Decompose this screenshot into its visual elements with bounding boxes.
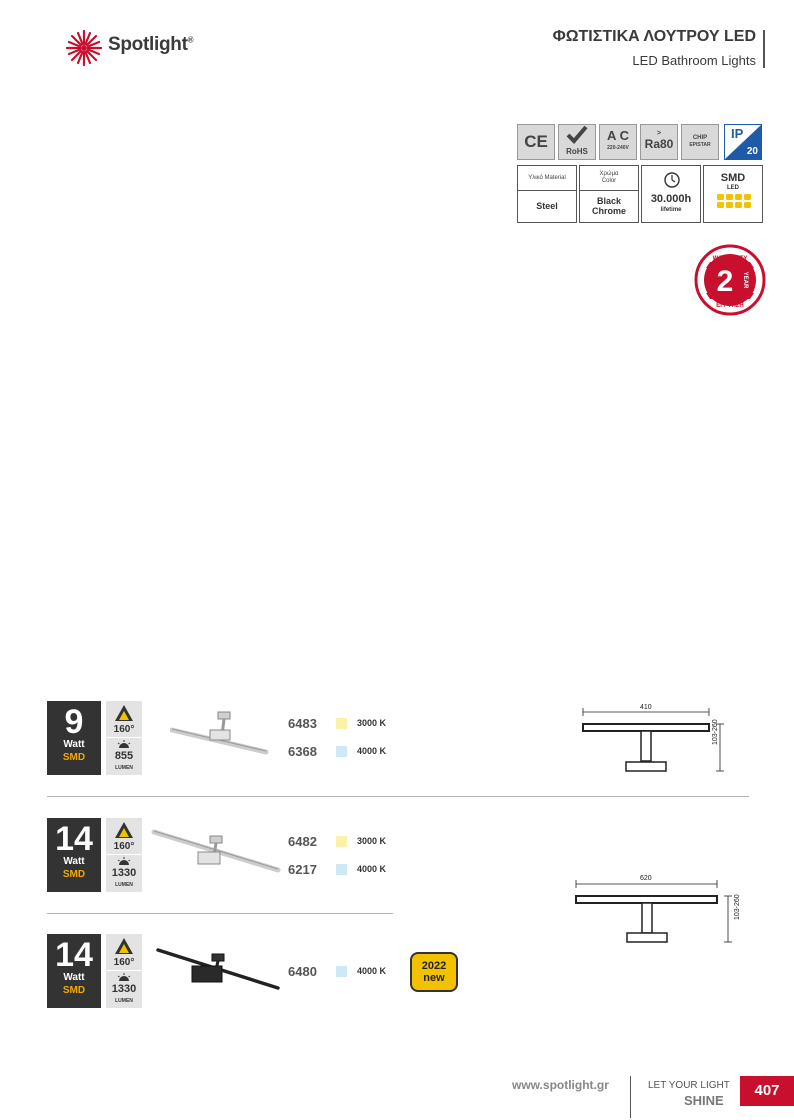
new-badge-year: 2022: [421, 960, 447, 972]
ac-label: A C: [607, 128, 629, 143]
cri-icon: [640, 124, 678, 160]
led-type-label: SMD: [62, 985, 86, 996]
led-label: LED: [727, 185, 739, 191]
ra-prefix: >: [656, 130, 662, 137]
dimension-width: 620: [640, 875, 652, 882]
page-title: ΦΩΤΙΣΤΙΚΑ ΛΟΥΤΡΟΥ LED: [552, 28, 756, 45]
dimension-drawing-620: [572, 870, 750, 950]
lumen-label: LUMEN: [115, 765, 133, 771]
dimension-width: 410: [640, 704, 652, 711]
lumen-rays-icon: [117, 857, 131, 865]
spec-block: [106, 701, 142, 775]
lumen-value: 1330: [111, 867, 137, 879]
page-subtitle: LED Bathroom Lights: [632, 53, 756, 68]
ip-rating-icon: [724, 124, 762, 160]
chip-icon: [681, 124, 719, 160]
product-code: 6368: [288, 744, 317, 759]
lumen-rays-icon: [117, 973, 131, 981]
watt-block: [47, 934, 101, 1008]
warm-white-swatch: [336, 836, 347, 847]
watt-value: 14: [55, 820, 93, 858]
warranty-top: WARRANTY: [712, 256, 748, 262]
product-code: 6483: [288, 716, 317, 731]
color-temperature: 4000 K: [357, 864, 387, 874]
slogan-top: LET YOUR LIGHT: [648, 1080, 730, 1091]
clock-icon: [642, 166, 702, 188]
beam-angle: 160°: [113, 957, 135, 968]
color-temperature: 4000 K: [357, 746, 387, 756]
watt-value: 14: [55, 936, 93, 974]
lumen-block: [106, 738, 142, 775]
led-type: SMD: [720, 172, 746, 184]
color-temperature: 3000 K: [357, 718, 387, 728]
cool-white-swatch: [336, 966, 347, 977]
chip-label: CHIP: [692, 135, 708, 141]
beam-angle-icon: [106, 818, 142, 855]
led-type-label: SMD: [62, 752, 86, 763]
color-value: Black Chrome: [591, 196, 626, 216]
lifetime-value: 30.000h: [650, 193, 692, 205]
ip-label: IP: [731, 126, 744, 141]
warranty-badge-icon: [694, 244, 766, 316]
product-image-9w: [170, 708, 270, 758]
beam-angle-icon: [106, 934, 142, 971]
beam-angle-icon: [106, 701, 142, 738]
lifetime-box: [641, 165, 701, 223]
product-image-14w-black: [150, 940, 282, 996]
color-label: Χρώμα Color: [580, 166, 638, 191]
lumen-block: [106, 971, 142, 1008]
lumen-label: LUMEN: [115, 882, 133, 888]
product-code: 6217: [288, 862, 317, 877]
beam-angle: 160°: [113, 724, 135, 735]
watt-block: [47, 818, 101, 892]
warm-white-swatch: [336, 718, 347, 729]
rohs-icon: [558, 124, 596, 160]
color-temperature: 4000 K: [357, 966, 387, 976]
new-badge-label: new: [423, 972, 445, 984]
cool-white-swatch: [336, 864, 347, 875]
spec-block: [106, 818, 142, 892]
title-divider: [763, 30, 765, 68]
lumen-rays-icon: [117, 740, 131, 748]
row-divider: [47, 913, 393, 914]
warranty-unit: YEAR: [742, 271, 748, 289]
warranty-number: 2: [716, 265, 734, 298]
slogan-bottom: SHINE: [684, 1093, 724, 1108]
chip-brand: EPISTAR: [689, 142, 711, 148]
ce-mark-icon: CE: [517, 124, 555, 160]
led-type-label: SMD: [62, 869, 86, 880]
ac-voltage-icon: [599, 124, 637, 160]
dimension-height: 103-260: [712, 719, 719, 745]
website-link[interactable]: www.spotlight.gr: [512, 1078, 609, 1092]
product-code: 6480: [288, 964, 317, 979]
lifetime-label: lifetime: [660, 207, 682, 213]
color-box: [579, 165, 639, 223]
row-divider: [47, 796, 749, 797]
watt-unit: Watt: [63, 739, 85, 750]
page-number: 407: [740, 1076, 794, 1106]
lumen-label: LUMEN: [115, 998, 133, 1004]
product-image-14w: [150, 822, 282, 878]
material-box: [517, 165, 577, 223]
rohs-label: RoHS: [566, 147, 588, 156]
warranty-bottom: ΕΓΓΥΗΣΗ: [716, 303, 744, 309]
beam-angle: 160°: [113, 841, 135, 852]
watt-value: 9: [64, 703, 84, 741]
led-type-box: [703, 165, 763, 223]
dimension-drawing-410: [580, 700, 750, 780]
brand-name: Spotlight®: [108, 34, 194, 55]
footer-divider: [630, 1076, 631, 1118]
color-temperature: 3000 K: [357, 836, 387, 846]
product-code: 6482: [288, 834, 317, 849]
material-label: Υλικό Material: [518, 166, 576, 191]
watt-unit: Watt: [63, 856, 85, 867]
checkmark-icon: [559, 125, 595, 145]
ac-range: 220-240V: [607, 145, 629, 151]
lumen-value: 1330: [111, 983, 137, 995]
material-value: Steel: [536, 201, 558, 211]
ra-value: Ra80: [644, 137, 674, 151]
smd-chips-icon: [704, 192, 764, 214]
ip-value: 20: [746, 146, 758, 157]
spec-block: [106, 934, 142, 1008]
watt-block: [47, 701, 101, 775]
cool-white-swatch: [336, 746, 347, 757]
dimension-height: 103-260: [734, 894, 741, 920]
watt-unit: Watt: [63, 972, 85, 983]
lumen-value: 855: [114, 750, 134, 762]
lumen-block: [106, 855, 142, 892]
new-product-badge: [410, 952, 458, 992]
